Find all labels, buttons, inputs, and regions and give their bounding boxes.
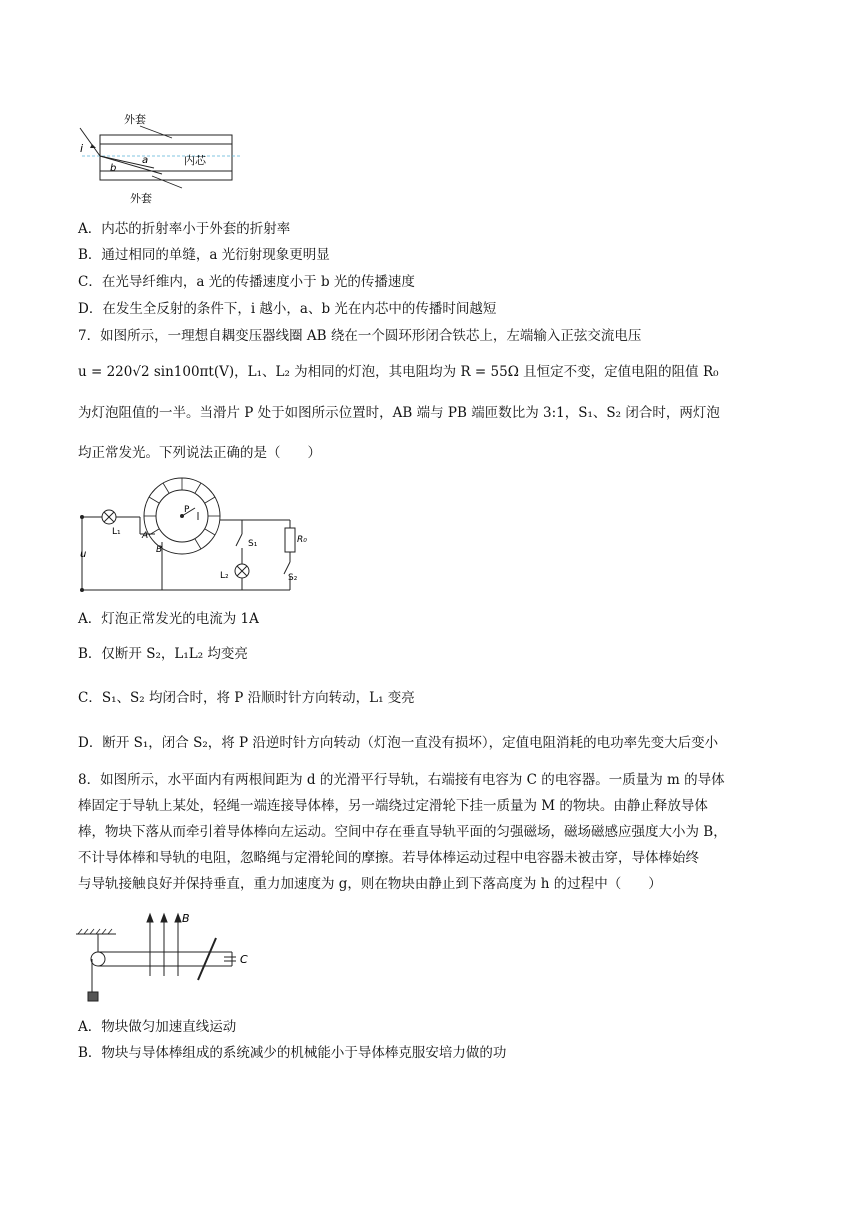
conducting-rod xyxy=(198,938,216,980)
outer-cladding-label-top: 外套 xyxy=(124,113,146,126)
lamp-l2-label: L₂ xyxy=(220,571,229,581)
q7-stem-line-2: u = 220√2 sin100πt(V)，L₁、L₂ 为相同的灯泡，其电阻均为 R = 55Ω 且恒定不变，定值电阻的阻值 R₀ xyxy=(78,364,719,380)
q6-option-a: A．内芯的折射率小于外套的折射率 xyxy=(78,221,291,237)
rail-capacitor-figure xyxy=(74,904,274,1004)
q8-stem-line-1: 8．如图所示，水平面内有两根间距为 d 的光滑平行导轨，右端接有电容为 C 的电容器。一质量为 m 的导体 xyxy=(78,772,725,788)
q7-option-c: C．S₁、S₂ 均闭合时，将 P 沿顺时针方向转动，L₁ 变亮 xyxy=(78,690,415,706)
lamp-l1-label: L₁ xyxy=(112,527,121,537)
incident-angle-label: i xyxy=(80,142,84,155)
capacitor-c-label: C xyxy=(240,953,248,966)
transformer-circuit-figure xyxy=(70,472,310,600)
pulley-icon xyxy=(91,952,105,966)
q7-stem-line-1: 7．如图所示，一理想自耦变压器线圈 AB 绕在一个圆环形闭合铁芯上，左端输入正弦交流电压 xyxy=(78,328,642,344)
q7-stem-line-4: 均正常发光。下列说法正确的是（ ） xyxy=(78,445,321,461)
q8-stem-line-5: 与导轨接触良好并保持垂直，重力加速度为 g，则在物块由静止到下落高度为 h 的过程中（ ） xyxy=(78,876,662,892)
q7-option-d: D．断开 S₁，闭合 S₂，将 P 沿逆时针方向转动（灯泡一直没有损坏），定值电阻消耗的电功率先变大后变小 xyxy=(78,735,719,751)
q8-stem-line-2: 棒固定于导轨上某处，轻绳一端连接导体棒，另一端绕过定滑轮下挂一质量为 M 的物块。由静止释放导体 xyxy=(78,798,708,814)
q6-option-d: D．在发生全反射的条件下，i 越小，a、b 光在内芯中的传播时间越短 xyxy=(78,301,497,317)
q8-stem-line-3: 棒，物块下落从而牵引着导体棒向左运动。空间中存在垂直导轨平面的匀强磁场，磁场磁感应强度大小为 B， xyxy=(78,824,727,840)
magnetic-field-b-label: B xyxy=(182,912,190,925)
light-b-label: b xyxy=(110,163,117,174)
switch-s2-label: S₂ xyxy=(288,573,298,583)
q6-option-c: C．在光导纤维内，a 光的传播速度小于 b 光的传播速度 xyxy=(78,274,415,290)
terminal-a-label: A xyxy=(142,531,149,541)
q8-option-b: B．物块与导体棒组成的系统减少的机械能小于导体棒克服安培力做的功 xyxy=(78,1045,507,1061)
q7-option-a: A．灯泡正常发光的电流为 1A xyxy=(78,611,259,627)
q8-option-a: A．物块做匀加速直线运动 xyxy=(78,1019,237,1035)
optical-fiber-figure xyxy=(72,108,242,208)
q7-stem-line-3: 为灯泡阻值的一半。当滑片 P 处于如图所示位置时，AB 端与 PB 端匝数比为 3:1，S₁、S₂ 闭合时，两灯泡 xyxy=(78,405,720,421)
resistor-r0-icon xyxy=(285,528,295,552)
switch-s1-label: S₁ xyxy=(248,539,258,549)
outer-cladding-label-bottom: 外套 xyxy=(130,192,152,205)
q8-stem-line-4: 不计导体棒和导轨的电阻，忽略绳与定滑轮间的摩擦。若导体棒运动过程中电容器未被击穿，导体棒始终 xyxy=(78,850,699,866)
block-icon xyxy=(88,992,98,1001)
light-a-label: a xyxy=(142,155,149,166)
slider-p-label: P xyxy=(184,505,190,515)
resistor-r0-label: R₀ xyxy=(297,535,307,545)
q6-option-b: B．通过相同的单缝，a 光衍射现象更明显 xyxy=(78,247,330,263)
core-label: 内芯 xyxy=(184,154,206,167)
terminal-b-label: B xyxy=(156,545,163,555)
q7-option-b: B．仅断开 S₂，L₁L₂ 均变亮 xyxy=(78,646,248,662)
source-u-label: u xyxy=(80,549,87,560)
